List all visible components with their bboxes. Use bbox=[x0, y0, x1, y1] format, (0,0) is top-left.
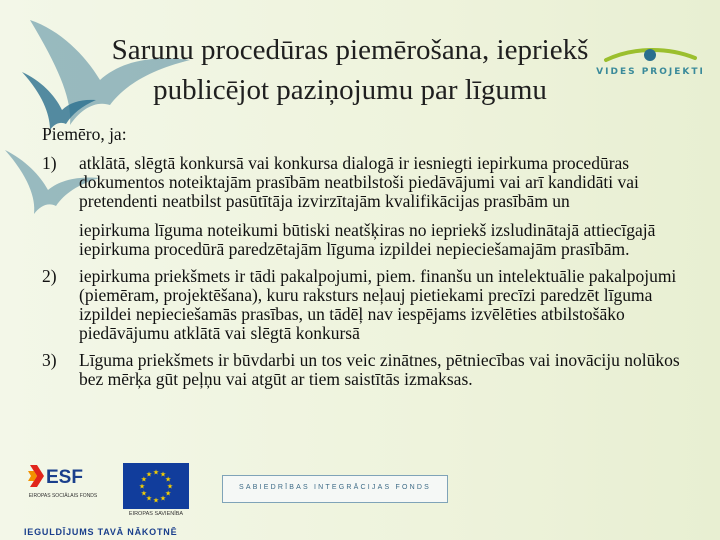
list-item-text: iepirkuma priekšmets ir tādi pakalpojumi, piem. finanšu un intelektuālie pakalpojumi (piemēram, projektēšana), kuru raksturs neļauj pietiekami precīzi paredzēt līguma izpildei nepieciešamās prasības, un tādēļ nav iespējams izvēlēties atbilstošāko piedāvājumu atklātā vai slēgtā konkursā bbox=[79, 266, 677, 343]
esf-arrow-icon bbox=[28, 463, 46, 489]
eu-star-icon: ★ bbox=[152, 496, 160, 505]
footer-logos bbox=[0, 455, 720, 540]
list-item-number: 3) bbox=[42, 350, 57, 370]
title-line-2: publicējot paziņojumu par līgumu bbox=[153, 74, 547, 106]
vides-projekti-logo bbox=[588, 45, 713, 85]
eu-star-icon: ★ bbox=[166, 482, 174, 491]
title-line-1: Sarunu procedūras piemērošana, iepriekš bbox=[111, 34, 589, 66]
eu-star-icon: ★ bbox=[140, 489, 148, 498]
eu-star-icon: ★ bbox=[145, 470, 153, 479]
eu-star-icon: ★ bbox=[138, 482, 146, 491]
footer-tagline: IEGULDĪJUMS TAVĀ NĀKOTNĒ bbox=[24, 527, 178, 537]
list-item-text: iepirkuma līguma noteikumi būtiski neatšķiras no iepriekš izsludinātajā attiecīgajā iepirkuma procedūrā paredzētajām līguma izpildei nepieciešamajām prasībām. bbox=[79, 220, 656, 259]
eu-star-icon: ★ bbox=[159, 470, 167, 479]
sif-logo bbox=[222, 475, 448, 503]
sif-text: SABIEDRĪBAS INTEGRĀCIJAS FONDS bbox=[238, 484, 432, 491]
intro-text: Piemēro, ja: bbox=[42, 124, 127, 144]
esf-subtitle: EIROPAS SOCIĀLAIS FONDS bbox=[28, 493, 98, 499]
eu-star-icon: ★ bbox=[152, 468, 160, 477]
eu-star-icon: ★ bbox=[140, 475, 148, 484]
list-item-number: 2) bbox=[42, 266, 57, 286]
eu-star-icon: ★ bbox=[145, 494, 153, 503]
eu-star-icon: ★ bbox=[164, 475, 172, 484]
list-item-text: Līguma priekšmets ir būvdarbi un tos veic zinātnes, pētniecības vai inovāciju nolūkos bez mērķa gūt peļņu vai atgūt ar tiem saistītās izmaksas. bbox=[79, 350, 680, 389]
eu-star-icon: ★ bbox=[159, 494, 167, 503]
list-item bbox=[42, 154, 692, 259]
list-item-number: 1) bbox=[42, 153, 57, 173]
list-item bbox=[42, 351, 692, 389]
vides-projekti-text: VIDES PROJEKTI bbox=[596, 67, 705, 77]
esf-wordmark: ESF bbox=[46, 467, 83, 488]
eu-stars-icon bbox=[123, 463, 189, 509]
list-item-text: atklātā, slēgtā konkursā vai konkursa dialogā ir iesniegti iepirkuma procedūras dokumentos noteiktajām prasībām neatbilstoši piedāvājumi vai arī kandidāti vai pretendenti neatbilst pasūtītāja izvirzītajām kvalifikācijas prasībām un bbox=[79, 153, 639, 211]
eu-star-icon: ★ bbox=[164, 489, 172, 498]
vides-swoosh-icon bbox=[588, 45, 713, 67]
eu-caption: EIROPAS SAVIENĪBA bbox=[128, 511, 184, 517]
esf-logo bbox=[28, 463, 98, 515]
slide-body bbox=[42, 125, 692, 397]
list-item bbox=[42, 267, 692, 343]
eu-flag-icon bbox=[123, 463, 189, 509]
slide-title bbox=[60, 30, 640, 110]
